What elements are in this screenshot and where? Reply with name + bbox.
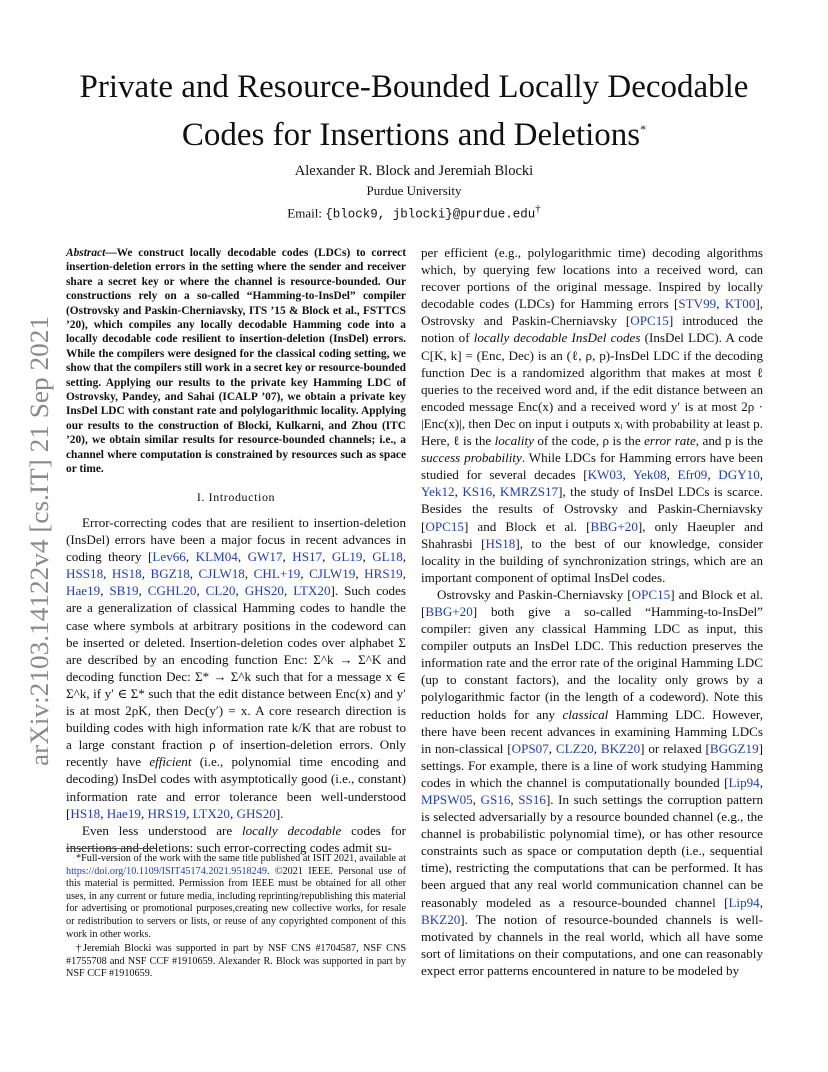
citation-link[interactable]: OPC15 bbox=[630, 313, 669, 329]
citation-link[interactable]: OPS07 bbox=[511, 740, 549, 756]
citation-link[interactable]: MPSW05 bbox=[421, 792, 473, 807]
citation-link[interactable]: KW03 bbox=[587, 467, 623, 483]
citation-link[interactable]: HS18 bbox=[485, 535, 516, 551]
arxiv-identifier-text: arXiv:2103.14122v4 [cs.IT] 21 Sep 2021 bbox=[24, 328, 54, 766]
text-run: , bbox=[454, 484, 463, 500]
text-run: Error-correcting codes that are resilient to insertion-deletion (InsDel) errors have been a major focus in recent advances in coding theory [ bbox=[66, 515, 406, 565]
title-line-1: Private and Resource-Bounded Locally Decodable bbox=[79, 69, 749, 105]
text-run: , bbox=[402, 566, 406, 582]
text-run: Hamming LDC. However, there have been recent advances in examining Hamming LDCs in non-classical [ bbox=[421, 706, 763, 756]
text-run: ], the study of InsDel LDCs is scarce. Besides the results of Ostrovsky and Paskin-Cherniavsky [ bbox=[421, 484, 764, 534]
text-run: ], Ostrovsky and Paskin-Cherniavsky [ bbox=[421, 296, 764, 329]
citation-link[interactable]: HSS18 bbox=[66, 566, 104, 582]
text-run: , bbox=[472, 792, 481, 807]
text-run: , bbox=[300, 566, 310, 582]
email-label: Email: bbox=[287, 205, 322, 221]
footnote-1-text: *Full-version of the work with the same title published at ISIT 2021, available at bbox=[76, 853, 406, 864]
emphasis: success probability bbox=[421, 450, 522, 466]
citation-link[interactable]: STV99 bbox=[678, 296, 717, 312]
footnote-1-rest: . ©2021 IEEE. Personal use of this material is permitted. Permission from IEEE must be obtained for all other uses, in any current or future media, including reprinting/republishing this material for advertising or promotional purposes,creating new collective works, for resale or redistribution to servers or lists, or reuse of any copyrighted component of this work in other works. bbox=[66, 865, 406, 940]
text-run: , bbox=[185, 549, 196, 565]
citation-link[interactable]: LTX20 bbox=[293, 583, 331, 599]
citation-link[interactable]: CGHL20 bbox=[147, 583, 197, 599]
text-run: , bbox=[235, 583, 245, 599]
text-run: ]. Such codes are a generalization of classical Hamming codes to handle the case where symbols at arbitrary positions in the codeword can be inserted or deleted. Insertion-deletion codes over alphabet Σ are described by an encoding function Enc: Σ^k → Σ^K and decoding function Dec: Σ* → Σ^k such that for a message x ∈ Σ^k, if y′ ∈ Σ* such that the edit distance between Enc(x) and y′ is at most 2ρK, then Dec(y′) = x. A core research direction is building codes with high information rate k/K that are robust to a large constant fraction ρ of insertion-deletion errors. Only recently have bbox=[66, 583, 407, 770]
citation-link[interactable]: KMRZS17 bbox=[499, 484, 559, 500]
text-run: , bbox=[492, 484, 500, 500]
citation-link[interactable]: KS16 bbox=[462, 484, 493, 500]
text-run: , bbox=[362, 549, 373, 565]
citation-link[interactable]: Hae19 bbox=[66, 583, 101, 599]
citation-link[interactable]: Lev66 bbox=[152, 549, 186, 565]
citation-link[interactable]: OPC15 bbox=[425, 518, 464, 534]
paper-title bbox=[60, 66, 768, 156]
citation-link[interactable]: Yek08 bbox=[632, 467, 667, 483]
text-run: , bbox=[593, 740, 601, 756]
citation-link[interactable]: SB19 bbox=[109, 583, 139, 599]
text-run: , bbox=[100, 583, 110, 599]
author-names: Alexander R. Block and Jeremiah Blocki bbox=[294, 163, 534, 179]
emphasis: locally decodable bbox=[242, 822, 342, 838]
intro-paragraph-1 bbox=[66, 514, 406, 822]
title-line-2-text: Codes for Insertions and Deletions bbox=[181, 117, 641, 153]
text-run: Ostrovsky and Paskin-Cherniavsky [ bbox=[437, 586, 632, 602]
text-run: , bbox=[716, 296, 725, 312]
text-run: ] settings. For example, there is a line of work studying Hamming codes in which the channel is computationally bounded [ bbox=[421, 740, 764, 790]
text-run: , bbox=[283, 583, 294, 599]
introduction-left-column bbox=[66, 514, 406, 856]
text-run: , bbox=[402, 549, 407, 565]
footnote-rule bbox=[66, 848, 156, 849]
citation-link[interactable]: DGY10 bbox=[718, 467, 760, 483]
citation-link[interactable]: GHS20 bbox=[236, 805, 276, 821]
citation-link[interactable]: CJLW19 bbox=[309, 566, 356, 582]
citation-link[interactable]: Lip94 bbox=[728, 894, 760, 910]
email-address[interactable]: {block9, jblocki}@purdue.edu bbox=[325, 207, 536, 222]
text-run: , bbox=[548, 740, 556, 756]
doi-link[interactable]: https://doi.org/10.1109/ISIT45174.2021.9518249 bbox=[66, 865, 267, 877]
text-run: (i.e., polynomial time encoding and decoding) InsDel codes with asymptotically good (i.e., constant) information rate and error tolerance been well-understood [ bbox=[66, 754, 406, 821]
text-run: , bbox=[759, 774, 763, 790]
text-run: per efficient (e.g., polylogarithmic time) decoding algorithms which, by querying few locations into a received word, can recover portions of the original message. Inspired by locally decodable codes (LDCs) for Hamming errors [ bbox=[421, 245, 763, 312]
text-run: ]. bbox=[275, 805, 284, 821]
text-run: . While LDCs for Hamming errors have been studied for several decades [ bbox=[421, 450, 763, 483]
citation-link[interactable]: KLM04 bbox=[195, 549, 238, 565]
emphasis: locality bbox=[494, 433, 534, 449]
citation-link[interactable]: HS18 bbox=[70, 805, 101, 821]
citation-link[interactable]: Yek12 bbox=[421, 484, 455, 500]
text-run: ] or relaxed [ bbox=[640, 740, 710, 756]
citation-link[interactable]: BBG+20 bbox=[590, 518, 638, 534]
arxiv-side-identifier bbox=[14, 308, 58, 770]
citation-link[interactable]: SS16 bbox=[518, 792, 546, 807]
text-run: , bbox=[244, 566, 254, 582]
citation-link[interactable]: KT00 bbox=[724, 296, 756, 312]
right-paragraph-1 bbox=[421, 244, 763, 586]
emphasis: error rate bbox=[644, 433, 696, 449]
citation-link[interactable]: LTX20 bbox=[192, 805, 230, 821]
text-run: ]. In such settings the corruption pattern is selected adversarially by a resource bounded channel (e.g., the channel is probabilistic polynomial time), or has other resource constraints such as space or computation depth (i.e., sequential time), restricting the computations that can be performed. It has been argued that any real world communication channel can be reasonably modeled as a resource-bounded channel [ bbox=[421, 792, 763, 910]
section-heading-introduction: I. Introduction bbox=[196, 490, 276, 504]
title-footnote-mark: * bbox=[640, 122, 647, 136]
text-run: , bbox=[103, 566, 112, 582]
emphasis: locally decodable InsDel codes bbox=[473, 330, 641, 346]
citation-link[interactable]: HRS19 bbox=[147, 805, 187, 821]
text-run: , bbox=[510, 792, 519, 807]
right-paragraph-2 bbox=[421, 586, 763, 979]
affiliation: Purdue University bbox=[366, 183, 462, 198]
citation-link[interactable]: CL20 bbox=[205, 583, 236, 599]
text-run: , bbox=[186, 805, 193, 821]
citation-link[interactable]: GL18 bbox=[372, 549, 403, 565]
text-run: , bbox=[622, 467, 633, 483]
text-run: , bbox=[141, 566, 151, 582]
text-run: , bbox=[140, 805, 148, 821]
text-run: ]. The notion of resource-bounded channels is well-motivated by channels in the real world, which all have some sort of limitations on their computations, and one can reasonably expect error patterns encountered in nature to be modeled by bbox=[421, 911, 763, 978]
citation-link[interactable]: HS18 bbox=[111, 566, 142, 582]
citation-link[interactable]: CLZ20 bbox=[555, 740, 594, 756]
text-run: , bbox=[707, 467, 719, 483]
text-run: Even less understood are bbox=[82, 822, 242, 838]
abstract bbox=[66, 246, 406, 477]
citation-link[interactable]: Efr09 bbox=[677, 467, 708, 483]
email-footnote-mark: † bbox=[535, 203, 541, 215]
text-run: , bbox=[666, 467, 678, 483]
text-run: ] introduced the notion of bbox=[421, 313, 763, 346]
citation-link[interactable]: CJLW18 bbox=[198, 566, 245, 582]
text-run: ] both give a so-called “Hamming-to-InsDel” compiler: given any classical Hamming LDC as input, this compiler outputs an InsDel LDC. This reduction preserves the information rate and the error rate of the original Hamming LDC (up to constant factors), and the locality only grows by a polylogarithmic factor (in the length of a codeword). Note this reduction holds for any bbox=[421, 603, 763, 722]
citation-link[interactable]: OPC15 bbox=[631, 586, 671, 602]
text-run: , bbox=[189, 566, 199, 582]
citation-link[interactable]: HS17 bbox=[292, 549, 323, 565]
citation-link[interactable]: Hae19 bbox=[106, 805, 141, 821]
text-run: ], only Haeupler and Shahrasbi [ bbox=[421, 518, 763, 551]
footnotes bbox=[66, 848, 406, 983]
text-run: codes for insertions and deletions: such error-correcting codes admit su- bbox=[66, 822, 406, 855]
citation-link[interactable]: HRS19 bbox=[364, 566, 403, 582]
text-run: , and p is the bbox=[695, 433, 763, 449]
text-run: , bbox=[355, 566, 365, 582]
text-run: , bbox=[229, 805, 237, 821]
citation-link[interactable]: Lip94 bbox=[728, 774, 760, 790]
citation-link[interactable]: BGZ18 bbox=[150, 566, 190, 582]
text-run: , bbox=[138, 583, 148, 599]
footnote-fullversion bbox=[66, 853, 406, 941]
citation-link[interactable]: GS16 bbox=[480, 792, 511, 807]
text-run: , bbox=[282, 549, 293, 565]
emphasis: efficient bbox=[149, 754, 192, 770]
text-run: (InsDel LDC). A code C[K, k] = (Enc, Dec) is an (ℓ, ρ, p)-InsDel LDC if the decoding function Dec is a randomized algorithm that makes at most ℓ queries to the received word and, if the edit distance between an encoded message Enc(x) and a received word y′ is at most 2ρ · |Enc(x)|, then Dec on input i outputs xᵢ with probability at least p. Here, ℓ is the bbox=[421, 330, 763, 449]
introduction-right-column bbox=[421, 244, 763, 979]
footnote-funding: †Jeremiah Blocki was supported in part by NSF CNS #1704587, NSF CNS #1755708 and NSF CCF #1910659. Alexander R. Block was supported in part by NSF CCF #1910659. bbox=[66, 943, 406, 980]
author-block bbox=[60, 162, 768, 224]
text-run: , bbox=[322, 549, 332, 565]
text-run: , bbox=[237, 549, 248, 565]
text-run: , bbox=[196, 583, 206, 599]
email-line bbox=[60, 200, 768, 224]
abstract-text: —We construct locally decodable codes (LDCs) to correct insertion-deletion errors in the setting where the sender and receiver share a secret key or where the channel is resource-bounded. Our constructions rely on a so-called “Hamming-to-InsDel” compiler (Ostrovsky and Paskin-Cherniavsky, ITS ’15 & Block et al., FSTTCS ’20), which compiles any locally decodable Hamming code into a locally decodable code resilient to insertion-deletion (InsDel) errors. While the compilers were designed for the classical coding setting, we show that the compilers still work in a secret key or resource-bounded setting. Applying our results to the private key Hamming LDC of Ostrovsky, Pandey, and Sahai (ICALP ’07), we obtain a private key InsDel LDC with constant rate and polylogarithmic locality. Applying our results to the construction of Blocki, Kulkarni, and Zhou (ITC ’20), we obtain similar results for resource-bounded channels; i.e., a channel where computation is constrained by resources such as space or time. bbox=[66, 247, 406, 476]
text-run: ] and Block et al. [ bbox=[463, 518, 591, 534]
text-run: ], to the best of our knowledge, consider locality in the building of synchronization strings, which are an important component of optimal InsDel codes. bbox=[421, 535, 764, 585]
text-run: of the code, ρ is the bbox=[533, 433, 645, 449]
text-run: , bbox=[100, 805, 107, 821]
citation-link[interactable]: GHS20 bbox=[244, 583, 284, 599]
citation-link[interactable]: BKZ20 bbox=[421, 911, 461, 927]
citation-link[interactable]: GL19 bbox=[331, 549, 363, 565]
citation-link[interactable]: BGGZ19 bbox=[709, 740, 759, 756]
text-run: , bbox=[759, 467, 764, 483]
citation-link[interactable]: CHL+19 bbox=[253, 566, 301, 582]
abstract-lead: Abstract bbox=[66, 247, 106, 259]
citation-link[interactable]: BBG+20 bbox=[425, 603, 473, 619]
text-run: ] and Block et al. [ bbox=[421, 586, 763, 619]
citation-link[interactable]: BKZ20 bbox=[600, 740, 641, 756]
citation-link[interactable]: GW17 bbox=[247, 549, 283, 565]
text-run: , bbox=[759, 894, 763, 910]
emphasis: classical bbox=[562, 706, 609, 722]
title-line-2 bbox=[60, 108, 768, 156]
